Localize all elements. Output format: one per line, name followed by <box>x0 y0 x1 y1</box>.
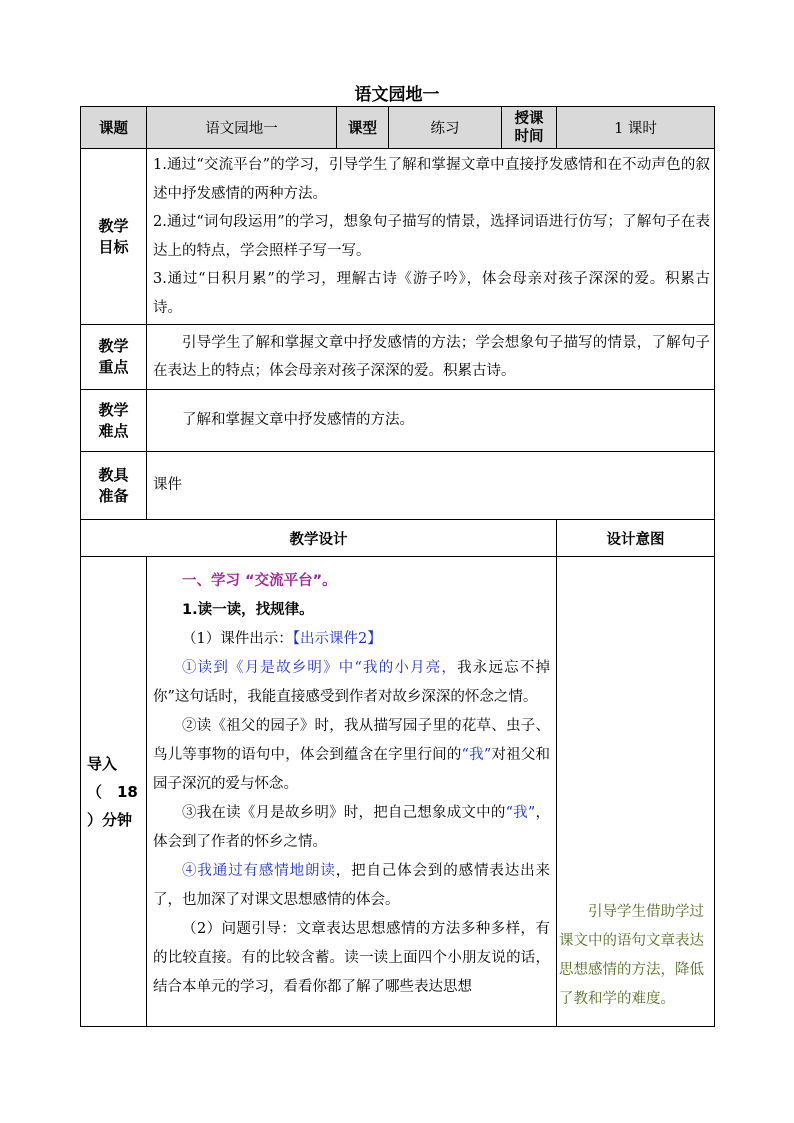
ke-xing-value: 练习 <box>389 107 502 149</box>
goal-2: 2.通过“词句段运用”的学习，想象句子描写的情景，选择词语进行仿写；了解句子在表达上的特点，学会照样子写一写。 <box>153 214 710 259</box>
lesson-plan-table <box>80 106 715 1027</box>
intent-content <box>557 557 715 1027</box>
key-points-row <box>81 325 715 390</box>
difficulties-label-line2: 难点 <box>98 421 129 440</box>
key-points-label <box>81 325 147 390</box>
goals-label <box>81 149 147 325</box>
item-4-a: ④我通过有感情地朗读 <box>182 863 336 879</box>
design-header-row <box>81 520 715 557</box>
goals-label-line2: 目标 <box>98 237 129 256</box>
ke-ti-label: 课题 <box>81 107 147 149</box>
difficulties-label-line1: 教学 <box>98 400 129 419</box>
header-row <box>81 107 715 149</box>
sub-title: 1.读一读，找规律。 <box>182 602 314 618</box>
intro-label-line2: （ 18 <box>87 782 138 801</box>
difficulties-row <box>81 390 715 452</box>
difficulties-text: 了解和掌握文章中抒发感情的方法。 <box>182 412 414 429</box>
item-3-b: ，体会到了作者的怀乡之情。 <box>153 805 551 850</box>
goals-label-line1: 教学 <box>98 216 129 235</box>
step-2: （2）问题引导：文章表达思想感情的方法多种多样，有的比较直接。有的比较含蓄。读一读上面四个小朋友说的话，结合本单元的学习，看看你都了解了哪些表达思想 <box>153 921 550 995</box>
page-title: 语文园地一 <box>354 85 440 105</box>
shou-ke-label-line2: 时间 <box>514 128 544 145</box>
key-points-content <box>147 325 715 390</box>
intro-label-line3: ）分钟 <box>87 810 133 829</box>
item-3-a: ③我在读《月是故乡明》时，把自己想象成文中的 <box>182 805 506 821</box>
item-3 <box>153 799 550 857</box>
courseware-number: 2 <box>357 631 368 647</box>
key-points-label-line2: 重点 <box>98 358 129 376</box>
goal-3: 3.通过“日积月累”的学习，理解古诗《游子吟》，体会母亲对孩子深深的爱。积累古诗。 <box>153 271 710 316</box>
item-1-quote: “我的小月亮， <box>354 660 458 676</box>
item-4-b: ，把自己体会到的感情表达出来了，也加深了对课文思想感情的体会。 <box>153 863 551 908</box>
tools-label <box>81 452 147 520</box>
difficulties-content <box>147 390 715 452</box>
shou-ke-label-line1: 授课 <box>514 110 544 127</box>
intro-row <box>81 557 715 1027</box>
item-2-b: 对祖父和园子深沉的爱与怀念。 <box>153 747 551 792</box>
intent-header: 设计意图 <box>557 520 715 557</box>
difficulties-label <box>81 390 147 452</box>
intro-content <box>147 557 557 1027</box>
step-1 <box>153 625 550 654</box>
tools-row <box>81 452 715 520</box>
courseware-label: 【出示课件 <box>292 631 358 647</box>
item-1-a: ①读到《月是故乡明》中 <box>182 660 355 676</box>
tools-label-line2: 准备 <box>98 486 129 505</box>
item-2-quote: “我” <box>461 747 492 763</box>
courseware-close: 】 <box>367 631 382 647</box>
key-points-label-line1: 教学 <box>98 337 129 355</box>
intro-label <box>81 557 147 1027</box>
shou-ke-label <box>502 107 557 149</box>
tools-label-line1: 教具 <box>98 465 129 484</box>
tools-text: 课件 <box>153 477 182 494</box>
step-1-prefix: （1）课件出示： <box>182 631 293 647</box>
item-2 <box>153 712 550 799</box>
section-title: 一、学习 “交流平台”。 <box>182 573 337 589</box>
item-3-quote: “我” <box>505 805 536 821</box>
ke-ti-value: 语文园地一 <box>147 107 337 149</box>
shou-ke-value: 1 课时 <box>557 107 715 149</box>
ke-xing-label: 课型 <box>337 107 389 149</box>
key-points-text: 引导学生了解和掌握文章中抒发感情的方法；学会想象句子描写的情景，了解句子在表达上的特点；体会母亲对孩子深深的爱。积累古诗。 <box>153 334 710 379</box>
goals-content <box>147 149 715 325</box>
design-header: 教学设计 <box>81 520 557 557</box>
tools-content <box>147 452 715 520</box>
intro-label-line1: 导入 <box>87 754 118 773</box>
item-2-a: ②读《祖父的园子》时，我从描写园子里的花草、虫子、鸟儿等事物的语句中，体会到蕴含在字里行间的 <box>153 718 550 763</box>
item-4 <box>153 857 550 915</box>
goals-row <box>81 149 715 325</box>
item-1-b: 我永远忘不掉你”这句话时，我能直接感受到作者对故乡深深的怀念之情。 <box>153 660 550 705</box>
goal-1: 1.通过“交流平台”的学习，引导学生了解和掌握文章中直接抒发感情和在不动声色的叙述中抒发感情的两种方法。 <box>153 157 710 202</box>
intent-text: 引导学生借助学过课文中的语句文章表达思想感情的方法，降低了教和学的难度。 <box>559 904 704 1007</box>
item-1 <box>153 654 550 712</box>
